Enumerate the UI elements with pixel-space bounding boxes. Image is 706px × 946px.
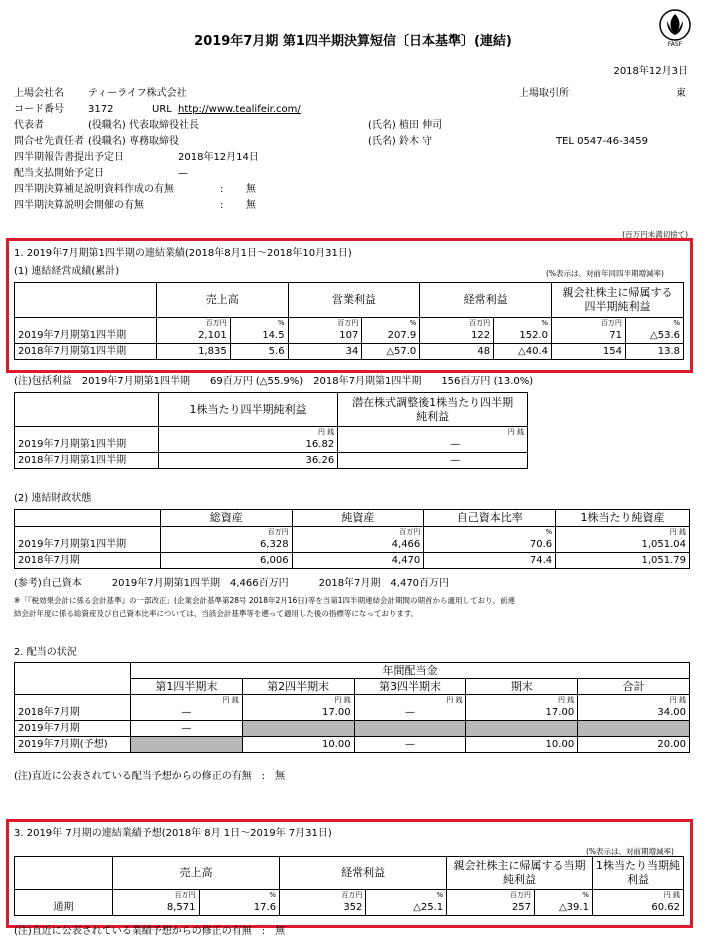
col-net: 親会社株主に帰属する 四半期純利益 xyxy=(551,283,683,318)
results-table: 売上高 営業利益 経常利益 親会社株主に帰属する 四半期純利益 百万円 % 百万円 % 百万円 % 百万円 % 2019年7月期第1四半期 2,101 14.5 107 207.9 122 152.0 71 △53.6 2018年7月期第1四半期 1,835 5.6 34 △57.0 48 △40.4 154 13.8 xyxy=(14,282,684,360)
exchange-label: 上場取引所 xyxy=(519,88,569,99)
rep-label: 代表者 xyxy=(14,120,44,131)
section3-title: 3. 2019年 7月期の連結業績予想(2018年 8月 1日～2019年 7月31日) xyxy=(14,828,332,839)
meeting-colon: : xyxy=(220,200,224,211)
contact-name: (氏名) 鈴木 守 xyxy=(368,136,433,147)
table-row: 2019年7月期(予想) 10.00 — 10.00 20.00 xyxy=(15,737,690,753)
comprehensive-income-note: (注)包括利益 2019年7月期第1四半期 69百万円 (△55.9%) 2018年7月期第1四半期 156百万円 (13.0%) xyxy=(14,376,534,387)
section1-title: 1. 2019年7月期第1四半期の連結業績(2018年8月1日～2018年10月31日) xyxy=(14,248,352,259)
url-label: URL xyxy=(152,104,172,115)
company-name: ティーライフ株式会社 xyxy=(88,88,187,99)
release-date: 2018年12月3日 xyxy=(613,66,688,77)
url-link[interactable]: http://www.tealifeir.com/ xyxy=(178,104,301,115)
rep-name: (氏名) 植田 伸司 xyxy=(368,120,443,131)
page-title: 2019年7月期 第1四半期決算短信〔日本基準〕(連結) xyxy=(194,34,512,49)
dividend-start: — xyxy=(178,168,188,179)
logo-text: FASF xyxy=(667,41,683,48)
table-row: 2018年7月期第1四半期 36.26 — xyxy=(15,453,528,469)
contact-tel: TEL 0547-46-3459 xyxy=(556,136,649,147)
table-row: 2019年7月期第1四半期 2,101 14.5 107 207.9 122 152.0 71 △53.6 xyxy=(15,328,684,344)
col-diluted-eps: 潜在株式調整後1株当たり四半期 純利益 xyxy=(338,393,528,427)
supp-value: 無 xyxy=(246,184,256,195)
table-row: 通期 8,571 17.6 352 △25.1 257 △39.1 60.62 xyxy=(15,900,684,916)
code-value: 3172 xyxy=(88,104,114,115)
meeting-label: 四半期決算説明会開催の有無 xyxy=(14,200,144,211)
contact-label: 問合せ先責任者 xyxy=(14,136,84,147)
meeting-value: 無 xyxy=(246,200,256,211)
tax-note-line1: ※「『税効果会計に係る会計基準』の一部改正」(企業会計基準第28号 2018年2月16日)等を当第1四半期連結会計期間の期首から適用しており、前連 xyxy=(14,596,515,605)
table-row: 2018年7月期 6,006 4,470 74.4 1,051.79 xyxy=(15,553,690,569)
section1-sub2: (2) 連結財政状態 xyxy=(14,493,92,504)
col-eps: 1株当たり四半期純利益 xyxy=(158,393,337,427)
col-operating: 営業利益 xyxy=(288,283,420,318)
equity-note: (参考)自己資本 2019年7月期第1四半期 4,466百万円 2018年7月期 4,470百万円 xyxy=(14,578,450,589)
dividend-table: 年間配当金 第1四半期末 第2四半期末 第3四半期末 期末 合計 円 銭 円 銭 円 銭 円 銭 円 銭 2018年7月期 — 17.00 — 17.00 34.00 2019年7月期 — 2019年7月期(予想) 10.00 — 10.00 20.00 xyxy=(14,662,690,753)
supp-colon: : xyxy=(220,184,224,195)
pct-note: (%表示は、対前年同四半期増減率) xyxy=(546,269,664,278)
col-ordinary: 経常利益 xyxy=(420,283,552,318)
dividend-start-label: 配当支払開始予定日 xyxy=(14,168,104,179)
financial-position-table: 総資産 純資産 自己資本比率 1株当たり純資産 百万円 百万円 % 円 銭 2019年7月期第1四半期 6,328 4,466 70.6 1,051.04 2018年7月期 6,006 4,470 74.4 1,051.79 xyxy=(14,509,690,569)
rep-title: (役職名) 代表取締役社長 xyxy=(88,120,199,131)
report-date: 2018年12月14日 xyxy=(178,152,259,163)
code-label: コード番号 xyxy=(14,104,64,115)
exchange-value: 東 xyxy=(676,88,686,99)
dividend-revision-note: (注)直近に公表されている配当予想からの修正の有無 : 無 xyxy=(14,771,286,782)
report-date-label: 四半期報告書提出予定日 xyxy=(14,152,124,163)
contact-title: (役職名) 専務取締役 xyxy=(88,136,179,147)
supp-label: 四半期決算補足説明資料作成の有無 xyxy=(14,184,174,195)
section2-title: 2. 配当の状況 xyxy=(14,647,77,658)
section1-sub1: (1) 連結経営成績(累計) xyxy=(14,266,120,277)
fasf-logo xyxy=(658,8,692,48)
company-label: 上場会社名 xyxy=(14,88,64,99)
table-row: 2018年7月期 — 17.00 — 17.00 34.00 xyxy=(15,705,690,721)
forecast-revision-note: (注)直近に公表されている業績予想からの修正の有無 : 無 xyxy=(14,926,286,937)
forecast-table: 売上高 経常利益 親会社株主に帰属する当期 純利益 1株当たり当期純 利益 百万円 % 百万円 % 百万円 % 円 銭 通期 8,571 17.6 352 △25.1 257 △39.1 60.62 xyxy=(14,856,684,916)
table-row: 2019年7月期第1四半期 16.82 — xyxy=(15,437,528,453)
dividend-group-header: 年間配当金 xyxy=(130,663,689,679)
table-row: 2019年7月期第1四半期 6,328 4,466 70.6 1,051.04 xyxy=(15,537,690,553)
unit-note: (百万円未満切捨て) xyxy=(622,230,688,239)
table-row: 2018年7月期第1四半期 1,835 5.6 34 △57.0 48 △40.4 154 13.8 xyxy=(15,344,684,360)
forecast-pct-note: (%表示は、対前期増減率) xyxy=(586,847,674,856)
tax-note-line2: 結会計年度に係る総資産及び自己資本比率については、当該会計基準等を遡って適用した後の指標等になっております。 xyxy=(14,609,419,618)
eps-table: 1株当たり四半期純利益 潜在株式調整後1株当たり四半期 純利益 円 銭 円 銭 2019年7月期第1四半期 16.82 — 2018年7月期第1四半期 36.26 — xyxy=(14,392,528,469)
col-sales: 売上高 xyxy=(156,283,288,318)
table-row: 2019年7月期 — xyxy=(15,721,690,737)
